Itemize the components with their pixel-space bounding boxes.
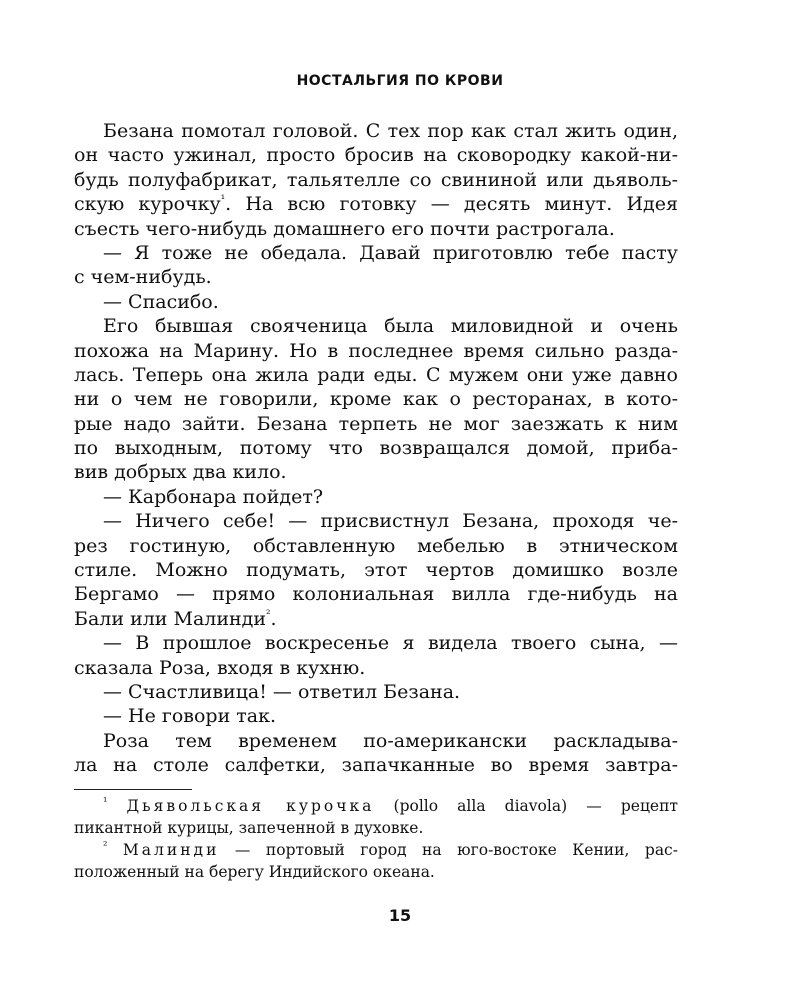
text-fragment: . На всю готовку — десять минут. Идея (225, 193, 678, 216)
footnote-marker: ² (103, 838, 108, 852)
text-line: вив добрых два кило. (74, 461, 287, 484)
text-line (74, 607, 678, 631)
text-line: лась. Теперь она жила ради еды. С мужем они уже давно (74, 363, 678, 386)
text-fragment: Бали или Малинди (74, 607, 267, 630)
text-line: — Карбонара пойдет? (103, 485, 324, 508)
text-line: сказала Роза, входя в кухню. (74, 656, 366, 679)
text-line: — Спасибо. (103, 290, 219, 313)
page-number: 15 (388, 906, 412, 925)
text-line: стиле. Можно подумать, этот чертов домишко возле (74, 559, 678, 582)
running-title: НОСТАЛЬГИЯ ПО КРОВИ (296, 73, 504, 89)
text-line: Бергамо — прямо колониальная вилла где-нибудь на (74, 583, 678, 606)
text-line (74, 192, 678, 216)
text-line: похожа на Марину. Но в последнее время сильно разда- (74, 339, 678, 362)
text-line: — Счастливица! — ответил Безана. (103, 680, 461, 703)
text-fragment: . (270, 607, 277, 630)
footnote-1-cont: пикантной курицы, запеченной в духовке. (74, 819, 424, 837)
text-line: ни о чем не говорили, кроме как о ресторанах, в кото- (74, 388, 678, 411)
footnote-text: (pollo alla diavola) — рецепт (393, 797, 678, 815)
footnote-text: — портовый город на юго-востоке Кении, рас- (234, 841, 678, 859)
text-line: по выходным, потому что возвращался домой, приба- (74, 437, 678, 460)
text-line: с чем-нибудь. (74, 266, 212, 289)
footnote-2-cont: положенный на берегу Индийского океана. (74, 863, 435, 881)
footnote-term: Малинди (122, 841, 220, 859)
text-line: ла на столе салфетки, запачканные во время завтра- (74, 754, 678, 777)
footnote-divider (74, 789, 192, 790)
text-line: Безана помотал головой. С тех пор как стал жить один, (103, 120, 678, 142)
text-line: съесть чего-нибудь домашнего его почти растрогала. (74, 217, 615, 240)
main-text (74, 119, 678, 778)
text-line: Роза тем временем по-американски раскладыва- (103, 729, 678, 752)
footnote-2 (74, 839, 678, 861)
text-line: будь полуфабрикат, тальятелле со свининой или дьяволь- (74, 168, 678, 191)
text-line: — В прошлое воскресенье я видела твоего сына, — (103, 632, 678, 655)
text-line: рые надо зайти. Безана терпеть не мог заезжать к ним (74, 412, 678, 435)
footnote-term: Дьявольская курочка (126, 797, 375, 815)
footnote-ref-1: ¹ (220, 192, 226, 206)
footnotes (74, 795, 678, 883)
text-line: — Я тоже не обедала. Давай приготовлю тебе пасту (103, 241, 678, 264)
text-line: — Ничего себе! — присвистнул Безана, проходя че- (103, 510, 678, 533)
footnote-1 (74, 795, 678, 817)
text-fragment: скую курочку (74, 193, 221, 216)
text-line: рез гостиную, обставленную мебелью в этническом (74, 534, 678, 557)
text-line: Его бывшая свояченица была миловидной и очень (103, 315, 678, 338)
footnote-marker: ¹ (103, 794, 108, 808)
text-line: — Не говори так. (103, 705, 277, 728)
footnote-ref-2: ² (266, 607, 271, 621)
text-line: он часто ужинал, просто бросив на сковородку какой-ни- (74, 144, 678, 167)
